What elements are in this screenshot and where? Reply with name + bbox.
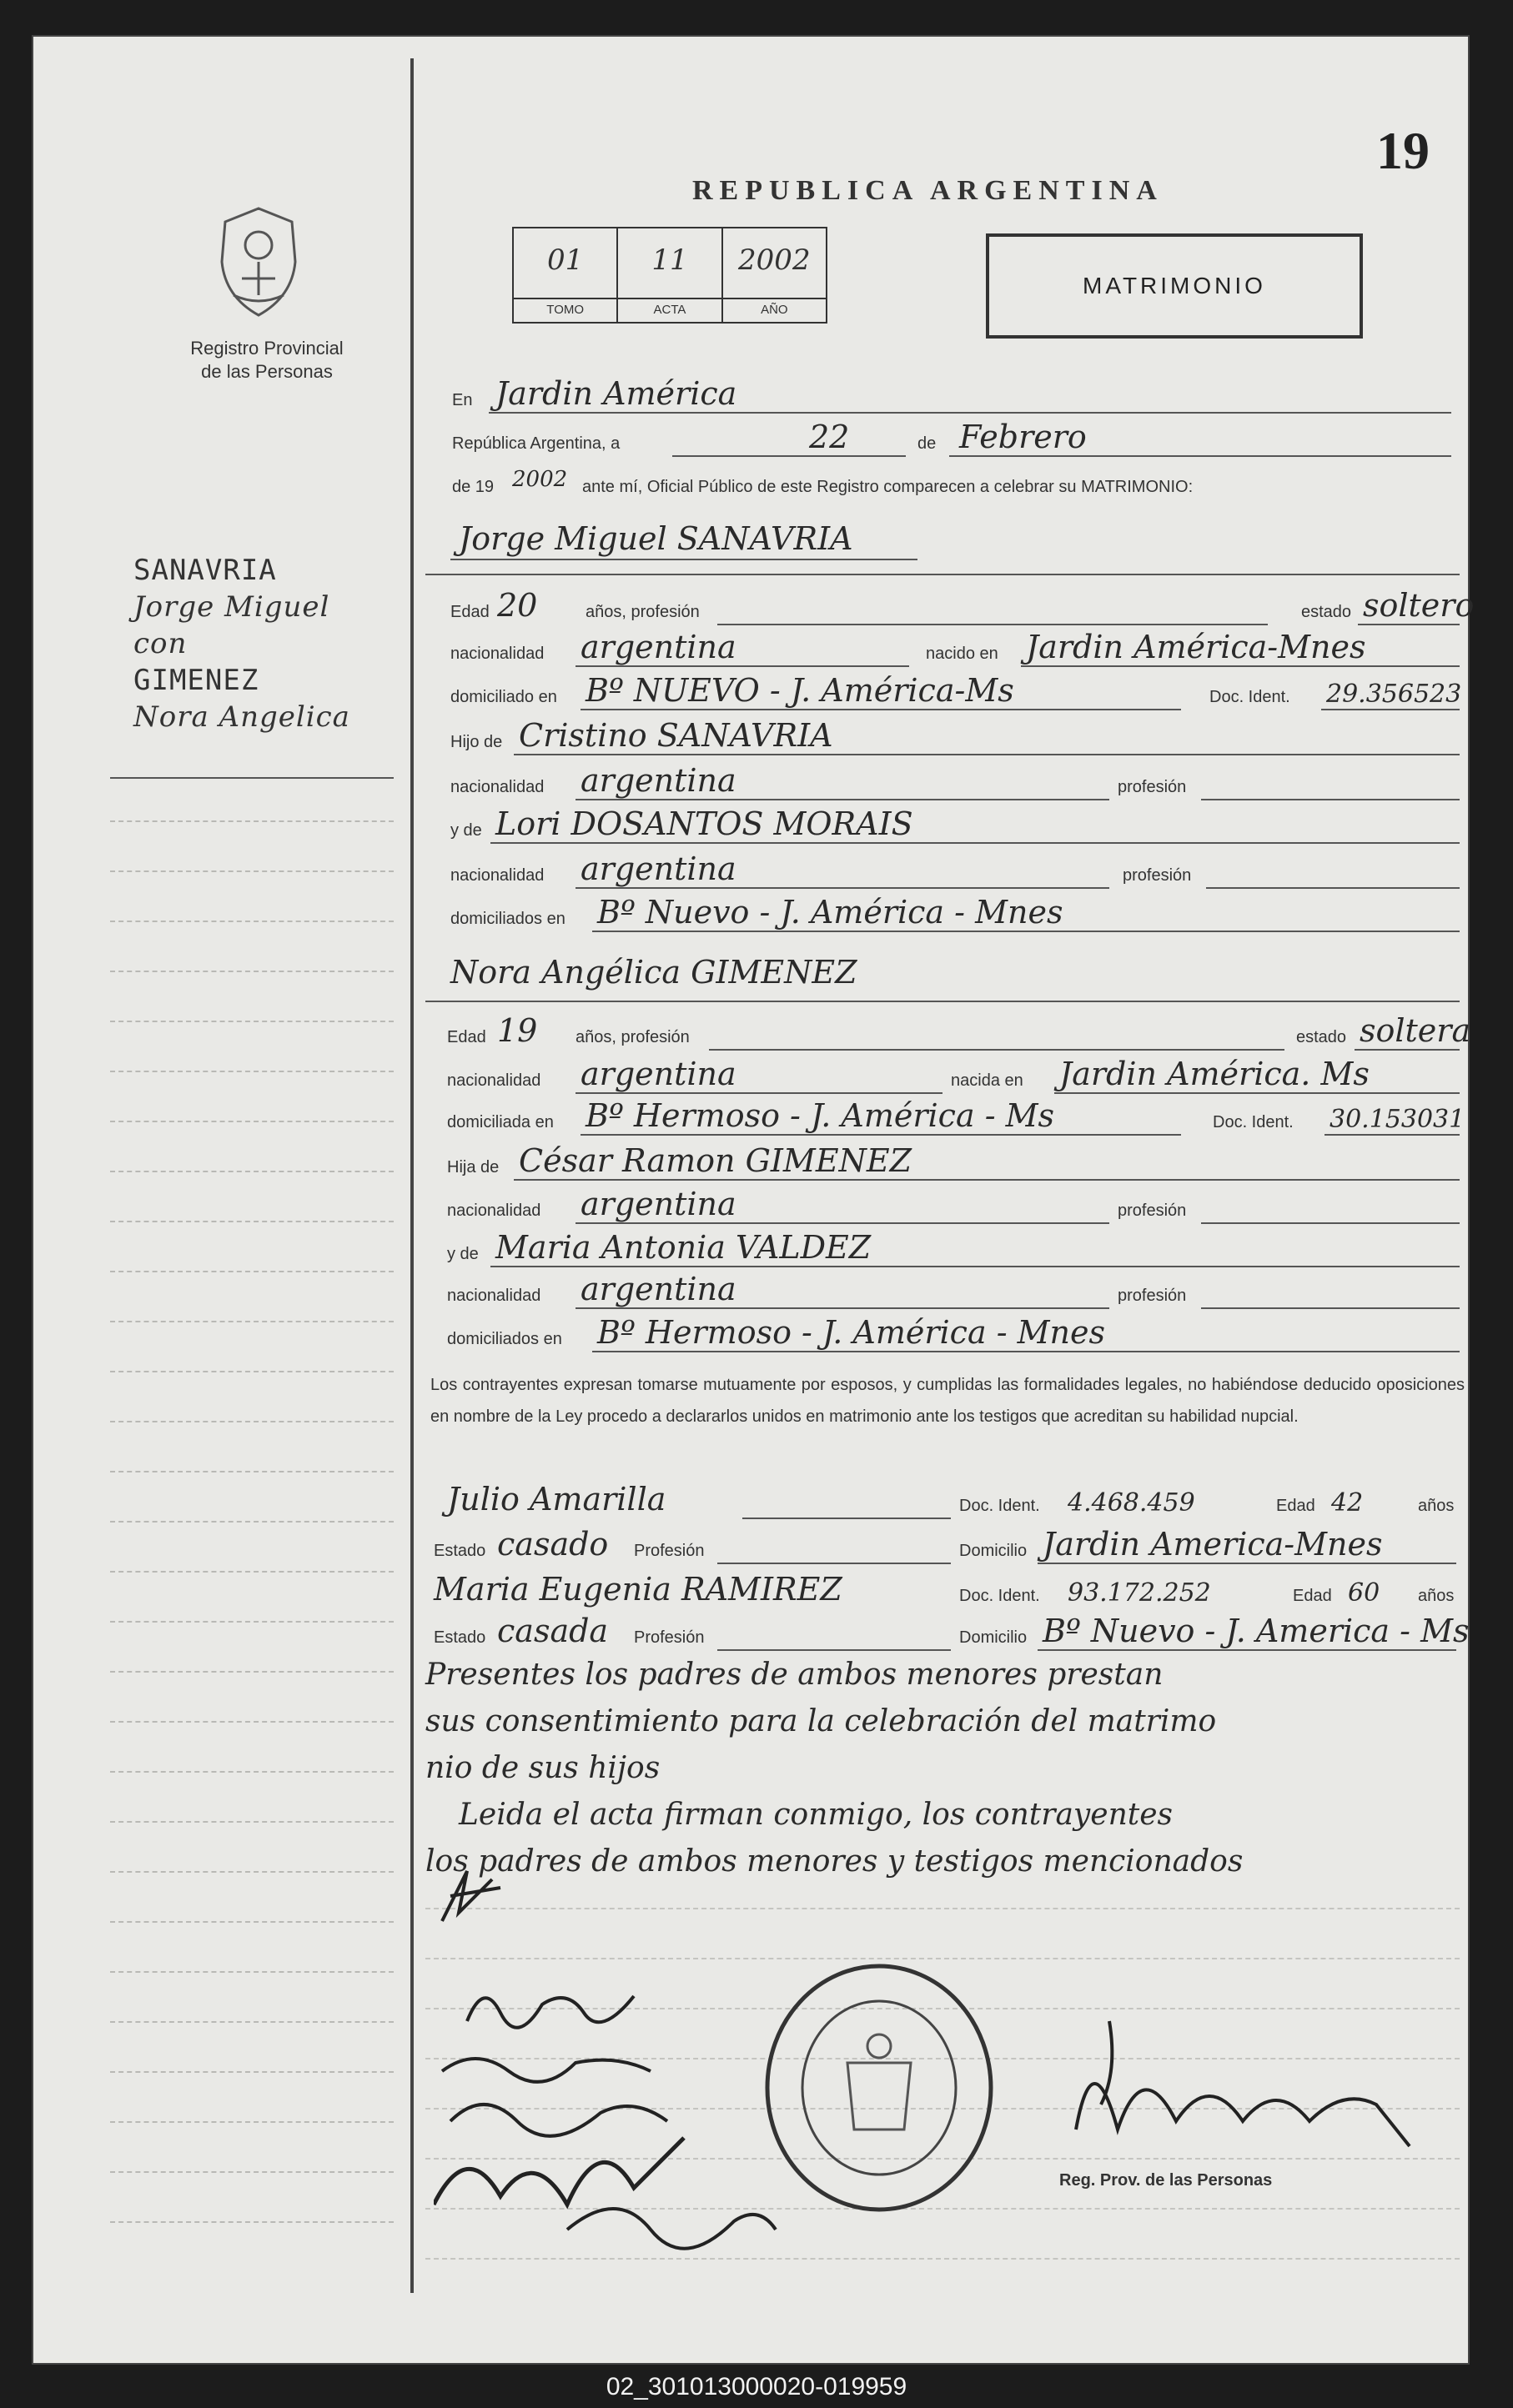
ruled-line: [425, 1908, 1460, 1909]
profesion-label: Profesión: [634, 1628, 705, 1647]
registry-seal: [754, 1954, 1013, 2221]
nacido-label: nacido en: [926, 645, 998, 663]
bride-father-nac-row: [425, 1177, 1460, 1227]
margin-rule-line: [110, 820, 394, 823]
place-row: [425, 367, 1451, 417]
margin-rule-line: [110, 1121, 394, 1123]
official-signature: [1059, 2004, 1418, 2155]
document-id: 02_301013000020-019959: [606, 2373, 907, 2400]
profesion-label: Profesión: [634, 1542, 705, 1560]
estado-label: Estado: [434, 1542, 486, 1560]
groom-nacionalidad: argentina: [581, 629, 736, 665]
profesion-label: profesión: [1118, 1201, 1187, 1220]
margin-rule-line: [110, 1671, 394, 1673]
margin-rule-line: [110, 1421, 394, 1423]
anos-label: años: [1418, 1497, 1455, 1515]
margin-rule-line: [110, 1021, 394, 1023]
hija-label: Hija de: [447, 1158, 500, 1176]
bride-birthplace: Jardin América. Ms: [1059, 1056, 1370, 1092]
underline: [450, 559, 917, 560]
witness1-name: Julio Amarilla: [447, 1481, 666, 1518]
yde-label: y de: [450, 821, 482, 840]
margin-note-line: Jorge Miguel: [133, 590, 330, 624]
profesion-label: profesión: [1123, 866, 1192, 885]
witness2-row2: [425, 1604, 1470, 1654]
margin-rule-line: [110, 2221, 394, 2224]
ruled-line: [425, 2258, 1460, 2260]
nacionalidad-label: nacionalidad: [447, 1071, 541, 1090]
groom-name-row: [425, 512, 1460, 562]
coat-of-arms-icon: [209, 203, 309, 320]
groom-full-name: Jorge Miguel SANAVRIA: [459, 520, 853, 557]
year-prefix-label: de 19: [452, 478, 495, 496]
underline: [425, 574, 1460, 575]
edad-label: Edad: [1276, 1497, 1315, 1515]
margin-rule-line: [110, 1321, 394, 1323]
margin-rule-line: [110, 2171, 394, 2174]
domicilio-label: domiciliado en: [450, 688, 557, 706]
anos-label: años: [1418, 1587, 1455, 1605]
domicilio-label: Domicilio: [959, 1542, 1028, 1560]
nacionalidad-label: nacionalidad: [447, 1201, 541, 1220]
witness1-domicilio: Jardin America-Mnes: [1043, 1526, 1383, 1563]
doc-label: Doc. Ident.: [1209, 688, 1290, 706]
republica-label: República Argentina, a: [452, 434, 621, 453]
nacionalidad-label: nacionalidad: [450, 645, 545, 663]
doc-label: Doc. Ident.: [959, 1497, 1040, 1515]
statement-label: ante mí, Oficial Público de este Registro comparecen a celebrar su MATRIMONIO:: [582, 478, 1194, 496]
note-line: nio de sus hijos: [425, 1751, 661, 1785]
estado-label: Estado: [434, 1628, 486, 1647]
note-line: los padres de ambos menores y testigos mencionados: [425, 1844, 1244, 1879]
country-title: REPUBLICA ARGENTINA: [692, 175, 1164, 206]
bride-estado: soltera: [1360, 1012, 1471, 1049]
margin-rule-line: [110, 1221, 394, 1223]
bride-mother-nac-row: [425, 1262, 1460, 1312]
groom-nac-row: [425, 620, 1460, 670]
domicilio-label: Domicilio: [959, 1628, 1028, 1647]
note-line: Presentes los padres de ambos menores prestan: [425, 1658, 1164, 1692]
edad-label: Edad: [450, 603, 490, 621]
anio-label: AÑO: [723, 298, 826, 317]
margin-note-line: SANAVRIA: [133, 554, 277, 587]
note-line: sus consentimiento para la celebración del matrimo: [425, 1704, 1217, 1738]
bride-domicilio: Bº Hermoso - J. América - Ms: [586, 1097, 1055, 1134]
underline: [425, 1001, 1460, 1002]
year-row: [425, 454, 1451, 504]
date-row: [425, 410, 1451, 460]
witness1-row2: [425, 1518, 1456, 1568]
profesion-label: profesión: [1118, 778, 1187, 796]
registry-title: Registro Provincial de las Personas: [190, 338, 344, 382]
yde-label: y de: [447, 1245, 479, 1263]
groom-mother-row: [425, 797, 1460, 847]
margin-rule-line: [110, 2021, 394, 2024]
margin-rule-line: [110, 1771, 394, 1773]
groom-dom-row: [425, 664, 1460, 714]
bride-parents-dom: Bº Hermoso - J. América - Mnes: [597, 1314, 1105, 1351]
groom-estado: soltero: [1363, 587, 1475, 624]
bride-full-name: Nora Angélica GIMENEZ: [450, 954, 857, 991]
margin-rule-line: [110, 1071, 394, 1073]
nacionalidad-label: nacionalidad: [447, 1287, 541, 1305]
place-value: Jardin América: [495, 375, 737, 412]
hijo-label: Hijo de: [450, 733, 503, 751]
margin-rule-line: [110, 1171, 394, 1173]
underline: [592, 1351, 1460, 1352]
witness2-age: 60: [1348, 1578, 1380, 1608]
nacionalidad-label: nacionalidad: [450, 778, 545, 796]
margin-rule-line: [110, 971, 394, 973]
groom-mother-nac-row: [425, 842, 1460, 892]
anio-cell: [723, 228, 826, 322]
bride-name-row: [425, 946, 1460, 996]
margin-rule-line: [110, 2071, 394, 2074]
reference-box: [512, 227, 827, 324]
bride-nacionalidad: argentina: [581, 1056, 736, 1092]
groom-age: 20: [497, 587, 538, 624]
signature: [450, 1971, 642, 2046]
margin-rule-line: [110, 1371, 394, 1373]
acta-cell: [618, 228, 722, 322]
groom-doc: 29.356523: [1326, 680, 1462, 709]
declaration-text: Los contrayentes expresan tomarse mutuamente por esposos, y cumplidas las formalidades legales, no habiéndose deducido oposiciones en nombre de la Ley procedo a declararlos unidos en matrimonio ante los testigos que acreditan su habilidad nupcial.: [430, 1376, 1465, 1426]
profesion-label: profesión: [1118, 1287, 1187, 1305]
anos-label: años, profesión: [586, 603, 700, 621]
margin-rule: [410, 58, 414, 2293]
groom-parents-dom: Bº Nuevo - J. América - Mnes: [597, 894, 1063, 931]
edad-label: Edad: [1293, 1587, 1332, 1605]
margin-column: [33, 37, 409, 2363]
bride-mother-nac: argentina: [581, 1271, 736, 1307]
margin-rule-line: [110, 1971, 394, 1974]
groom-parents-dom-row: [425, 885, 1460, 936]
anio-value: 2002: [738, 243, 811, 277]
groom-father-nac-row: [425, 754, 1460, 804]
nacionalidad-label: nacionalidad: [450, 866, 545, 885]
witness1-doc: 4.468.459: [1068, 1488, 1195, 1518]
civil-record-page: [33, 37, 1475, 2363]
underline: [592, 931, 1460, 932]
acta-value: 11: [651, 243, 688, 277]
doc-label: Doc. Ident.: [1213, 1113, 1294, 1131]
official-stamp: Reg. Prov. de las Personas: [1059, 2171, 1273, 2190]
groom-domicilio: Bº NUEVO - J. América-Ms: [586, 672, 1014, 709]
bride-parents-dom-row: [425, 1306, 1460, 1356]
witness1-row: [425, 1472, 1456, 1523]
parents-dom-label: domiciliados en: [450, 910, 565, 928]
margin-rule-line: [110, 1821, 394, 1824]
margin-rule-line: [110, 1521, 394, 1523]
estado-label: estado: [1296, 1028, 1347, 1046]
bride-father-row: [425, 1134, 1460, 1184]
anos-label: años, profesión: [576, 1028, 690, 1046]
note-line: Leida el acta firman conmigo, los contrayentes: [459, 1798, 1174, 1832]
edad-label: Edad: [447, 1028, 486, 1046]
witness2-doc: 93.172.252: [1068, 1578, 1211, 1608]
parents-dom-label: domiciliados en: [447, 1330, 562, 1348]
estado-label: estado: [1301, 603, 1352, 621]
record-type-box: MATRIMONIO: [986, 233, 1363, 339]
bride-doc: 30.153031: [1330, 1105, 1465, 1134]
bride-father-nac: argentina: [581, 1186, 736, 1222]
bride-father: César Ramon GIMENEZ: [519, 1142, 912, 1179]
day-value: 22: [809, 419, 850, 455]
year-value: 2002: [512, 467, 568, 492]
witness2-name: Maria Eugenia RAMIREZ: [434, 1571, 842, 1608]
groom-mother-nac: argentina: [581, 850, 736, 887]
tomo-value: 01: [547, 243, 584, 277]
margin-rule-line: [110, 870, 394, 873]
month-value: Febrero: [959, 419, 1087, 455]
margin-rule-line: [110, 1571, 394, 1573]
margin-rule-line: [110, 1721, 394, 1723]
margin-rule-line: [110, 1621, 394, 1623]
groom-father: Cristino SANAVRIA: [519, 717, 833, 754]
signature: [434, 1863, 509, 1929]
witness1-estado: casado: [497, 1526, 609, 1563]
bride-dom-row: [425, 1089, 1465, 1139]
margin-rule-line: [110, 921, 394, 923]
groom-father-nac: argentina: [581, 762, 736, 799]
doc-label: Doc. Ident.: [959, 1587, 1040, 1605]
bride-age-row: [425, 1004, 1471, 1054]
margin-note-line: con: [133, 627, 188, 660]
margin-rule-line: [110, 1271, 394, 1273]
groom-father-row: [425, 709, 1460, 759]
domicilio-label: domiciliada en: [447, 1113, 554, 1131]
margin-note-line: Nora Angelica: [133, 700, 350, 734]
margin-rule-line: [110, 1471, 394, 1473]
witness1-age: 42: [1331, 1488, 1364, 1518]
bride-mother: Maria Antonia VALDEZ: [495, 1229, 872, 1266]
margin-note-underline: [110, 777, 394, 779]
margin-rule-line: [110, 2121, 394, 2124]
nacida-label: nacida en: [951, 1071, 1023, 1090]
de-label: de: [917, 434, 937, 453]
witness2-domicilio: Bº Nuevo - J. America - Ms: [1043, 1613, 1470, 1649]
groom-mother: Lori DOSANTOS MORAIS: [495, 805, 913, 842]
bride-age: 19: [497, 1012, 538, 1049]
page-number: 19: [1376, 121, 1430, 180]
witness2-estado: casada: [497, 1613, 609, 1649]
margin-rule-line: [110, 1871, 394, 1874]
acta-label: ACTA: [618, 298, 721, 317]
signatures-cluster: [434, 2038, 784, 2255]
tomo-label: TOMO: [514, 298, 616, 317]
place-label: En: [452, 391, 473, 409]
margin-rule-line: [110, 1921, 394, 1924]
groom-birthplace: Jardin América-Mnes: [1026, 629, 1366, 665]
margin-note-line: GIMENEZ: [133, 664, 259, 697]
tomo-cell: [514, 228, 618, 322]
